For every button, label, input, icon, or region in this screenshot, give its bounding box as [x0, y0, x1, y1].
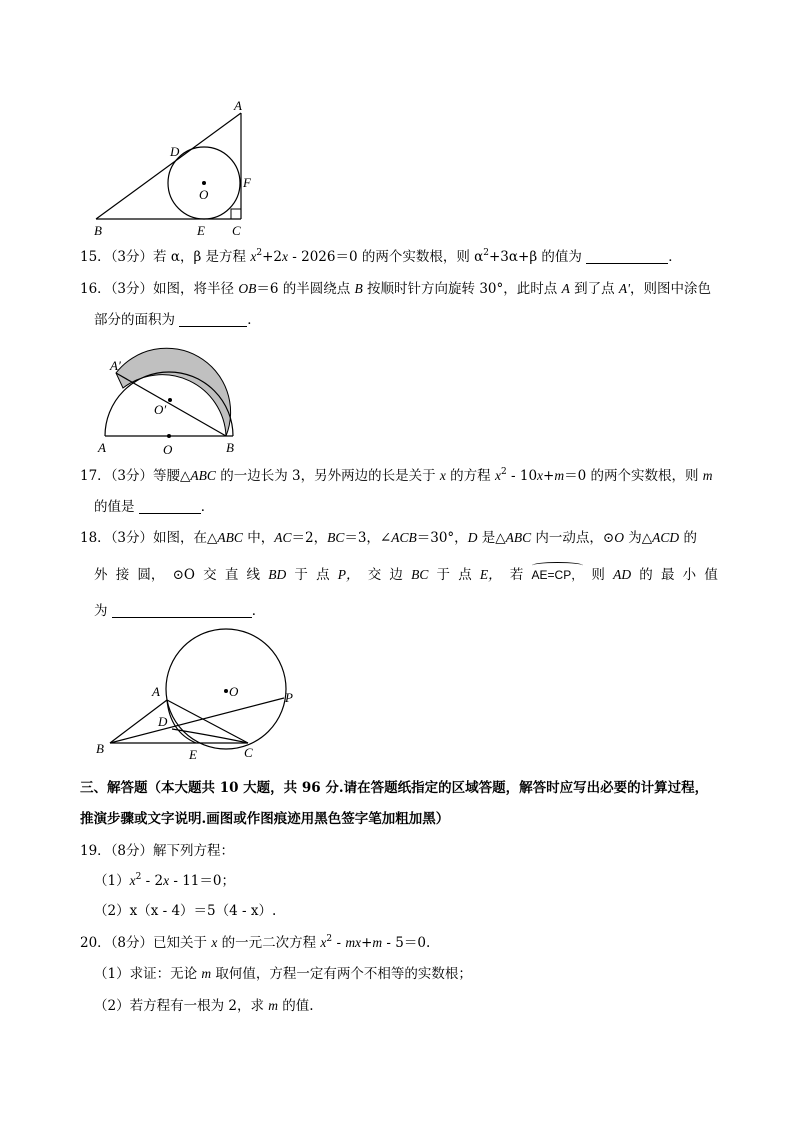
q19-var: x [163, 873, 170, 888]
q17-text: 的一边长为 3，另外两边的长是关于 [215, 468, 440, 484]
q19-text: （2） [94, 903, 130, 919]
q16-text: 到了点 [569, 281, 619, 297]
q20-number: 20． [80, 935, 111, 951]
q15-var-x: x [250, 249, 257, 264]
question-17-line2 [94, 498, 214, 516]
q20-text: - 5＝0. [382, 935, 431, 951]
q18-var: D [467, 530, 478, 545]
q18-text: 外 [94, 567, 108, 583]
q18-text: 如图，在△ [153, 530, 218, 546]
q18-text: 接 [115, 567, 130, 583]
label-d: D [158, 714, 168, 729]
q16-var: OB [238, 281, 257, 296]
q18-var: P， [337, 567, 360, 582]
label-b: B [94, 223, 102, 238]
label-o: O [229, 684, 239, 699]
q19-var: x [129, 873, 136, 888]
question-15 [80, 248, 682, 266]
q17-text: - 10 [506, 468, 538, 484]
label-c: C [232, 223, 241, 238]
q20-var: mx [345, 935, 362, 950]
q18-text: 若 [509, 567, 524, 583]
label-a: A [152, 684, 160, 699]
right-angle-mark [231, 209, 241, 219]
question-17-line1 [80, 467, 713, 485]
q19-text: （1） [94, 873, 130, 889]
q18-text: ⊙O [172, 567, 195, 583]
q17-var: m [554, 468, 565, 483]
q17-text: ＝0 的两个实数根，则 [564, 468, 703, 484]
segment-ac [167, 700, 248, 743]
q18-text: 点 [458, 567, 472, 583]
q17-var: m [702, 468, 713, 483]
q18-var: BC [327, 530, 345, 545]
figure-circle-triangle [0, 620, 794, 770]
segment-bp [110, 698, 284, 743]
q20-text: + [361, 935, 373, 951]
q16-score: （3分） [110, 281, 154, 297]
center-dot-o [202, 181, 206, 185]
label-e: E [197, 223, 205, 238]
figure-triangle-incircle [0, 0, 794, 240]
q18-text: 线 [246, 567, 261, 583]
section-3-header-line1: 三、解答题（本大题共 10 大题，共 96 分.请在答题纸指定的区域答题，解答时应写出必要的计算过程， [80, 780, 709, 796]
q18-var: O [614, 530, 624, 545]
question-16-line2 [94, 311, 261, 329]
q18-text: 是△ [477, 530, 506, 546]
q15-exp: 2 [483, 248, 489, 258]
q18-score: （3分） [110, 530, 154, 546]
q20-text: 已知关于 [153, 935, 212, 951]
q18-var: ACB [391, 530, 417, 545]
q18-var: ABC [217, 530, 243, 545]
q18-var: BC [411, 567, 429, 582]
q15-end: ． [668, 249, 682, 265]
q17-text: 的方程 [445, 468, 495, 484]
q19-text: 解下列方程： [153, 843, 235, 859]
q18-number: 18． [80, 530, 111, 546]
q20-score: （8分） [110, 935, 154, 951]
q18-end: ． [251, 603, 266, 619]
q19-exp: 2 [135, 872, 142, 882]
q18-var: AC [274, 530, 292, 545]
q18-text: 交 [367, 567, 382, 583]
q17-var: x [439, 468, 446, 483]
q20-text: （2）若方程有一根为 2，求 [94, 998, 269, 1014]
center-dot-o1 [168, 398, 172, 402]
q18-text: ＝30°， [416, 530, 468, 546]
q15-text: +2 [262, 249, 282, 265]
q17-number: 17． [80, 468, 111, 484]
q20-var: m [268, 998, 279, 1013]
q15-answer-blank[interactable] [586, 249, 668, 264]
q20-var: m [372, 935, 383, 950]
label-p: P [285, 690, 293, 705]
q20-text: - [332, 935, 346, 951]
question-18-line2 [94, 566, 718, 584]
question-18-line3 [94, 602, 265, 620]
q18-text: 值 [704, 567, 718, 583]
q20-var: m [201, 966, 212, 981]
label-b: B [226, 440, 234, 455]
question-20 [80, 934, 430, 952]
q18-var: ACD [652, 530, 680, 545]
q16-var: B [354, 281, 363, 296]
q20-text: 的值. [278, 998, 314, 1014]
label-b: B [96, 741, 104, 756]
q19-text: x（x - 4）＝5（4 - x）. [129, 903, 277, 919]
q19-score: （8分） [110, 843, 154, 859]
question-16-line1 [80, 280, 711, 298]
question-18-line1 [80, 529, 697, 547]
q16-text: ＝6 的半圆绕点 [256, 281, 355, 297]
label-e: E [189, 747, 197, 762]
q16-var: A [561, 281, 570, 296]
q18-var: E， [479, 567, 502, 582]
q17-var: x [537, 468, 544, 483]
label-d: D [170, 144, 180, 159]
q19-number: 19． [80, 843, 111, 859]
label-c: C [244, 745, 253, 760]
question-19-part1 [94, 872, 235, 890]
q18-text: 的 [679, 530, 697, 546]
q16-text: 按顺时针方向旋转 30°，此时点 [362, 281, 562, 297]
label-a: A [234, 98, 242, 113]
q16-number: 16． [80, 281, 111, 297]
q16-end: ． [247, 312, 261, 328]
q19-text: - 11＝0； [169, 873, 235, 889]
q18-text: 最 [660, 567, 675, 583]
q18-text: 为 [94, 603, 112, 619]
q18-text: 交 [203, 567, 217, 583]
label-o1: O′ [154, 402, 167, 417]
center-dot-o [167, 434, 171, 438]
q17-score: （3分） [110, 468, 154, 484]
q18-arc-equation: AE=CP， [531, 568, 584, 582]
q18-answer-blank[interactable] [112, 603, 252, 618]
q20-text: 的一元二次方程 [217, 935, 321, 951]
section-3-header-line2: 推演步骤或文字说明.画图或作图痕迹用黑色签字笔加粗加黑） [80, 811, 450, 827]
q18-var: BD [268, 567, 287, 582]
q18-text: 于 [294, 567, 308, 583]
q18-text: 点 [316, 567, 330, 583]
q19-text: - 2 [141, 873, 164, 889]
label-a: A [98, 440, 106, 455]
q17-end: ． [200, 499, 215, 515]
q18-text: 圆， [137, 567, 165, 583]
q20-var: x [320, 935, 327, 950]
q18-text: 中， [242, 530, 275, 546]
q20-text: 取何值，方程一定有两个不相等的实数根； [211, 966, 472, 982]
q18-text: 边 [389, 567, 403, 583]
q20-text: （1）求证：无论 [94, 966, 202, 982]
q18-text: 于 [436, 567, 451, 583]
q15-exp: 2 [256, 248, 263, 258]
q15-text: 若 α，β 是方程 [153, 249, 251, 265]
figure-rotated-semicircle [0, 330, 794, 460]
q18-text: 内一动点，⊙ [531, 530, 615, 546]
q16-text: 如图，将半径 [153, 281, 239, 297]
q17-var: x [494, 468, 501, 483]
q18-text: 则 [591, 567, 605, 583]
q18-text: ＝2， [291, 530, 328, 546]
question-19 [80, 842, 234, 860]
q15-score: （3分） [110, 249, 154, 265]
q15-var-x: x [281, 249, 288, 264]
q17-text: + [543, 468, 555, 484]
label-f: F [243, 175, 251, 190]
q16-var: A' [618, 281, 631, 296]
q17-exp: 2 [500, 467, 507, 477]
q18-text: 直 [224, 567, 239, 583]
q17-text: 等腰△ [153, 468, 191, 484]
q15-number: 15． [80, 249, 111, 265]
q18-text: 小 [682, 567, 697, 583]
q20-exp: 2 [326, 934, 333, 944]
q16-text: 部分的面积为 [94, 312, 180, 328]
label-o: O [199, 187, 209, 202]
label-o: O [163, 442, 173, 457]
question-20-part2 [94, 997, 314, 1015]
q16-answer-blank[interactable] [179, 312, 247, 327]
q17-var: ABC [190, 468, 216, 483]
question-20-part1 [94, 965, 472, 983]
q20-var: x [211, 935, 218, 950]
q18-var: AD [613, 567, 632, 582]
q18-text: 的 [639, 567, 653, 583]
q18-var: ABC [505, 530, 532, 545]
segment-ab [96, 113, 241, 219]
q17-answer-blank[interactable] [139, 499, 201, 514]
center-dot-o [224, 689, 228, 693]
q15-text: +3α+β 的值为 [489, 249, 587, 265]
label-a1: A′ [110, 358, 121, 373]
q17-text: 的值是 [94, 499, 139, 515]
shaded-region [116, 348, 231, 436]
q15-text: - 2026＝0 的两个实数根，则 α [287, 249, 484, 265]
question-19-part2 [94, 902, 276, 920]
q18-text: ＝3，∠ [344, 530, 392, 546]
q16-text: ，则图中涂色 [630, 281, 712, 297]
q18-text: 为△ [623, 530, 653, 546]
